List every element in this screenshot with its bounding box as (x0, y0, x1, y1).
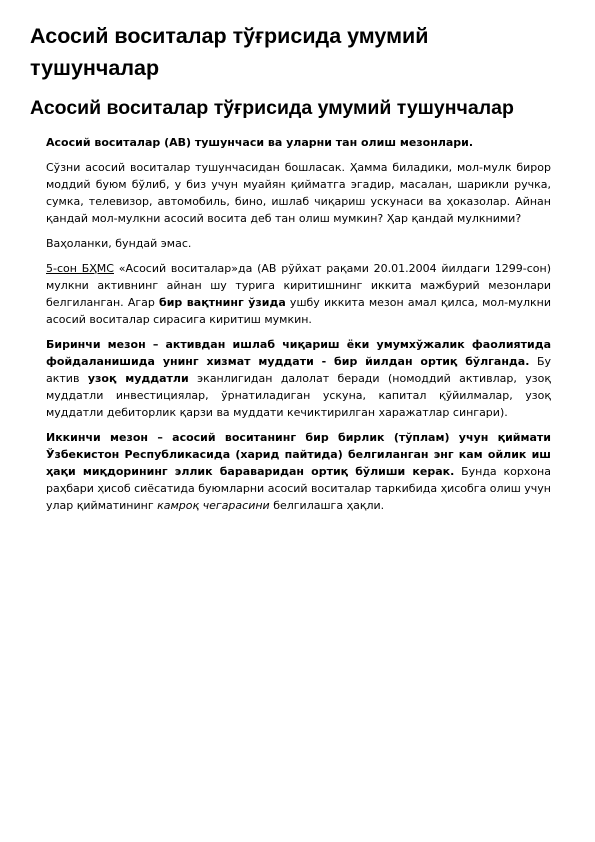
lead-paragraph: Асосий воситалар (АВ) тушунчаси ва уларни тан олиш мезонлари. (46, 136, 474, 149)
second-criterion-italic: камроқ чегарасини (157, 499, 270, 512)
paragraph-short: Ваҳоланки, бундай эмас. (46, 237, 192, 250)
page-title: Асосий воситалар тўғрисида умумий тушунчалар (30, 24, 429, 80)
standard-link[interactable]: 5-сон БҲМС (46, 262, 114, 275)
first-criterion-bold: узоқ муддатли (87, 372, 189, 385)
first-criterion-text-a: Бу актив (46, 355, 552, 385)
second-criterion-text-a: Бунда корхона раҳбари ҳисоб сиёсатида буюмларни асосий воситалар таркибида ҳисобга олиш учун улар қийматининг (46, 465, 551, 512)
standard-text-b: ушбу иккита мезон амал қилса, мол-мулкни асосий воситалар сирасига киритиш мумкин. (46, 296, 551, 326)
first-criterion-title: Биринчи мезон – активдан ишлаб чиқариш ёки умумхўжалик фаолиятида фойдаланишида унинг хизмат муддати - бир йилдан ортиқ бўлганда. (46, 338, 551, 368)
article-body (30, 134, 551, 514)
paragraph-standard (46, 260, 551, 328)
standard-text-a: «Асосий воситалар»да (АВ рўйхат рақами 20.01.2004 йилдаги 1299-сон) мулкни активнинг айнан шу турига киритишнинг иккита мажбурий мезонлари белгиланган. Агар (46, 262, 552, 309)
paragraph-first-criterion (46, 336, 551, 421)
first-criterion-text-b: эканлигидан далолат беради (номоддий активлар, узоқ муддатли инвестициялар, ўрнатиладиган ускуна, капитал қўйилмалар, узоқ муддатли дебиторлик қарзи ва муддати кечиктирилган харажатлар сингари). (46, 372, 552, 419)
second-criterion-text-b: белгилашга ҳақли. (269, 499, 385, 512)
paragraph-intro: Сўзни асосий воситалар тушунчасидан бошласак. Ҳамма биладики, мол-мулк бирор моддий буюм бўлиб, у биз учун муайян қийматга эгадир, масалан, шарикли ручка, сумка, телевизор, автомобиль, бино, ишлаб чиқариш ускунаси ва ҳоказолар. Айнан қандай мол-мулкни асосий восита деб тан олиш мумкин? Ҳар қандай мулкними? (46, 161, 551, 225)
second-criterion-title: Иккинчи мезон – асосий воситанинг бир бирлик (тўплам) учун қиймати Ўзбекистон Республикасида (харид пайтида) белгиланган энг кам ойлик иш ҳақи миқдорининг эллик бараваридан ортиқ бўлиши керак. (46, 431, 551, 478)
page-subtitle: Асосий воситалар тўғрисида умумий тушунчалар (30, 97, 514, 119)
standard-bold: бир вақтнинг ўзида (159, 296, 286, 309)
paragraph-second-criterion (46, 429, 551, 514)
